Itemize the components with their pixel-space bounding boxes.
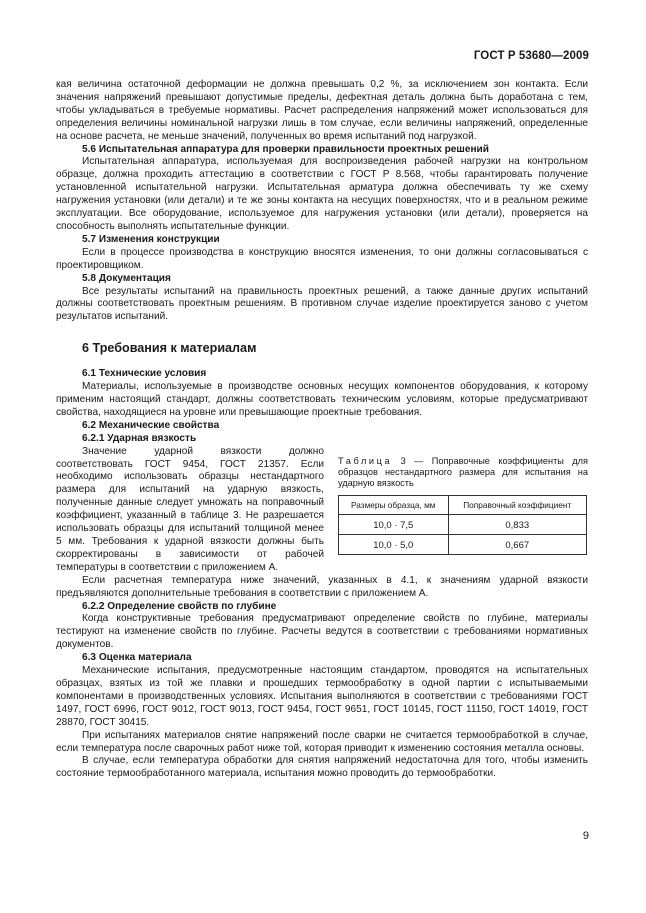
- paragraph-6-2-1-b: Если расчетная температура ниже значений, указанных в 4.1, к значениям ударной вязкости предъявляются дополнительные требования в соответствии с приложением А.: [56, 574, 588, 599]
- col-header-coefficient: Поправочный коэффициент: [448, 496, 586, 515]
- paragraph-5-8: Все результаты испытаний на правильность проектных решений, а также данные других испытаний должны соответствовать проектным решениям. В противном случае изделие проектируется заново с учетом результатов испытаний.: [56, 285, 588, 323]
- table-3-caption: [338, 456, 588, 490]
- table-3-caption-label: Таблица: [338, 455, 393, 466]
- document-body: [56, 79, 588, 781]
- table-header-row: [339, 496, 587, 515]
- heading-6-2-2: 6.2.2 Определение свойств по глубине: [82, 600, 277, 612]
- page-number: 9: [582, 830, 589, 842]
- paragraph-5-6: Испытательная аппаратура, используемая для воспроизведения рабочей нагрузки на контрольном образце, должна проходить аттестацию в соответствии с ГОСТ Р 8.568, чтобы гарантировать получение установленной испытательной нагрузки. Испытательная арматура должна обеспечивать ту же схему нагружения установки (или детали) и те же зоны контакта на несущих поверхностях, что и в реальном режиме эксплуатации. Все оборудование, используемое для нагружения установки (или детали), проверяется на способность выполнять испытательные функции.: [56, 156, 588, 232]
- heading-6-1: 6.1 Технические условия: [82, 368, 207, 380]
- heading-6-2-1: 6.2.1 Ударная вязкость: [82, 432, 197, 444]
- cell-size: 10,0 · 7,5: [339, 515, 449, 535]
- heading-5-8: 5.8 Документация: [82, 272, 171, 284]
- paragraph-6-3-c: В случае, если температура обработки для снятия напряжений недостаточна для того, чтобы изменить состояние термообработанного материала, испытания можно проводить до термообработки.: [56, 755, 588, 780]
- table-3-caption-text: 3 — Поправочные коэффициенты для образцов нестандартного размера для испытания на ударную вязкость: [338, 455, 588, 489]
- table-row: [339, 535, 587, 555]
- heading-5-6: 5.6 Испытательная аппаратура для проверки правильности проектных решений: [82, 143, 489, 155]
- heading-6-2: 6.2 Механические свойства: [82, 419, 220, 431]
- table-3-block: [338, 456, 588, 556]
- col-header-size: Размеры образца, мм: [339, 496, 449, 515]
- paragraph-6-2-2: Когда конструктивные требования предусматривают определение свойств по глубине, материалы тестируют на изменение свойств по глубине. Расчеты ведутся в соответствии с требованиями нормативных документов.: [56, 613, 588, 651]
- heading-5-7: 5.7 Изменения конструкции: [82, 233, 220, 245]
- cell-coefficient: 0,667: [448, 535, 586, 555]
- paragraph-6-1: Материалы, используемые в производстве основных несущих компонентов оборудования, к которому применим настоящий стандарт, должны соответствовать техническим условиям, которые предусматривают свойства, находящиеся на уровне или превышающие проектные требования.: [56, 381, 588, 418]
- standard-header: ГОСТ Р 53680—2009: [473, 50, 589, 62]
- table-row: [339, 515, 587, 535]
- heading-6-3: 6.3 Оценка материала: [82, 652, 192, 664]
- paragraph-6-3-a: Механические испытания, предусмотренные настоящим стандартом, проводятся на испытательных образцах, взятых из той же плавки и прошедших термообработку в одной партии с испытываемыми компонентами в производственных условиях. Испытания выполняются в соответствии с требованиями ГОСТ 1497, ГОСТ 6996, ГОСТ 9012, ГОСТ 9013, ГОСТ 9454, ГОСТ 9651, ГОСТ 10145, ГОСТ 11150, ГОСТ 14019, ГОСТ 28870, ГОСТ 30415.: [56, 665, 588, 728]
- cell-size: 10,0 · 5,0: [339, 535, 449, 555]
- paragraph-5-7: Если в процессе производства в конструкцию вносятся изменения, то они должны согласовываться с проектировщиком.: [56, 246, 588, 271]
- paragraph-6-2-1-a: Значение ударной вязкости должно соответствовать ГОСТ 9454, ГОСТ 21357. Если необходимо использовать образцы нестандартного размера для испытаний на ударную вязкость, полученные данные следует умножать на поправочный коэффициент, указанный в таблице 3. Не разрешается использовать образцы для испытаний толщиной менее 5 мм. Требования к ударной вязкости должны быть скорректированы в зависимости от рабочей температуры в соответствии с приложением А.: [56, 445, 324, 573]
- paragraph-6-3-b: При испытаниях материалов снятие напряжений после сварки не считается термообработкой в случае, если температура после сварочных работ ниже той, которая приводит к изменению состояния металла основы.: [56, 729, 588, 754]
- correction-factor-table: [338, 495, 587, 555]
- heading-section-6: 6 Требования к материалам: [82, 341, 257, 356]
- cell-coefficient: 0,833: [448, 515, 586, 535]
- paragraph-continuation: кая величина остаточной деформации не должна превышать 0,2 %, за исключением зон контакта. Если значения напряжений превышают допустимые пределы, дефектная деталь должна быть доработана с тем, чтобы укладываться в требуемые нормативы. Расчет распределения напряжений может использоваться для определения величины номинальной нагрузки лишь в том случае, если величины напряжений, определенные на основе расчета, не меньше значений, полученных во время испытаний под нагрузкой.: [56, 79, 588, 142]
